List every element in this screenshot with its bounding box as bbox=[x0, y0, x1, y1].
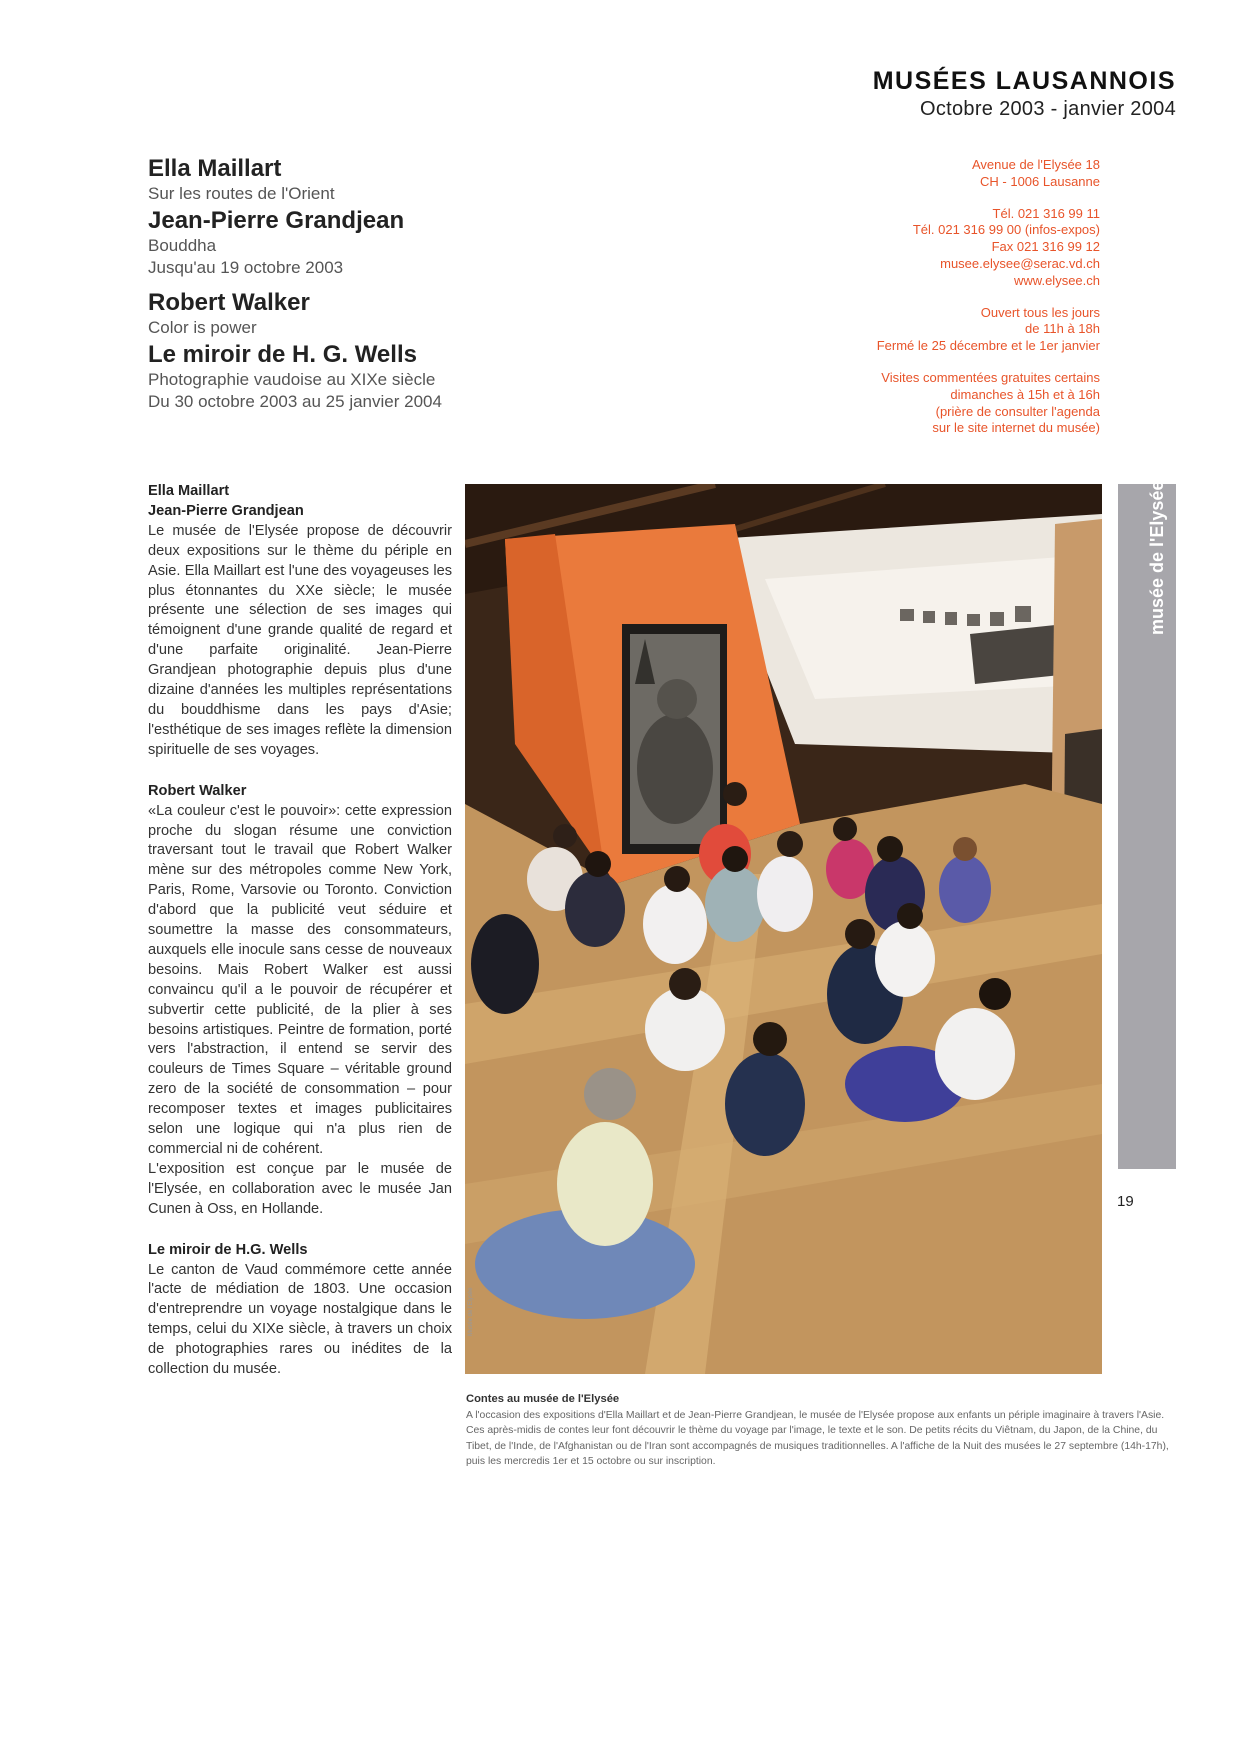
section-heading: Ella Maillart bbox=[148, 483, 230, 499]
page-number: 19 bbox=[1117, 1193, 1134, 1210]
fax-number: Fax 021 316 99 12 bbox=[991, 239, 1100, 255]
exhibition-dates: Jusqu'au 19 octobre 2003 bbox=[148, 258, 344, 277]
exhibition-subtitle: Bouddha bbox=[148, 236, 217, 255]
email-link[interactable]: musee.elysee@serac.vd.ch bbox=[940, 255, 1100, 271]
exhibition-list bbox=[148, 155, 508, 413]
address-block bbox=[720, 157, 1100, 191]
section-body: «La couleur c'est le pouvoir»: cette expression proche du slogan résume une conviction traversant tout le travail que Robert Walker mène sur des métropoles comme New York, Paris, Rome, Varsovie ou Toronto. Conviction d'abord que la publicité veut séduire et soumettre la masse des consommateurs, auxquels elle inocule sans cesse de nouveaux besoins. Mais Robert Walker est aussi convaincu qu'il a le pouvoir de récupérer et subvertir cette publicité, de la plier à ses besoins artistiques. Peintre de formation, porté vers l'abstraction, il entend se servir des couleurs de Times Square – véritable ground zero de la société de consommation – pour recomposer textes et images publicitaires selon une logique qui n'a plus rien de commercial ni de cohérent. bbox=[148, 802, 452, 1157]
guided-visits bbox=[720, 370, 1100, 437]
exhibition-subtitle: Color is power bbox=[148, 318, 257, 337]
caption-body: A l'occasion des expositions d'Ella Maillart et de Jean-Pierre Grandjean, le musée de l'Elysée propose aux enfants un périple imaginaire à travers l'Asie. Ces après-midis de contes leur font découvrir le thème du voyage par l'image, le texte et le son. De petits récits du Viêtnam, du Japon, de la Chine, du Tibet, de l'Inde, de l'Afghanistan ou de l'Iran sont accompagnés de musiques traditionnelles. A l'affiche de la Nuit des musées le 27 septembre (14h-17h), puis les mercredis 1er et 15 octobre ou sur inscription. bbox=[466, 1409, 1169, 1467]
photo-caption bbox=[466, 1392, 1178, 1470]
photo-credit: Musée de l'Elysée bbox=[468, 1287, 474, 1336]
article-section-walker bbox=[148, 782, 452, 1220]
exhibition-subtitle: Photographie vaudoise au XIXe siècle bbox=[148, 370, 436, 389]
exhibition-title: Ella Maillart bbox=[148, 155, 282, 182]
hours-line: Ouvert tous les jours bbox=[980, 304, 1100, 320]
article-column bbox=[148, 482, 452, 1401]
section-heading: Robert Walker bbox=[148, 782, 247, 799]
section-body: Le canton de Vaud commémore cette année l'acte de médiation de 1803. Une occasion d'entreprendre un voyage nostalgique dans le temps, celui du XIXe siècle, à travers un choix de photographies rares ou inédites de la collection du musée. bbox=[148, 1261, 452, 1378]
caption-title: Contes au musée de l'Elysée bbox=[466, 1393, 620, 1405]
section-heading: Jean-Pierre Grandjean bbox=[148, 502, 304, 519]
section-body: Le musée de l'Elysée propose de découvrir deux expositions sur le thème du périple en Asie. Ella Maillart est l'une des voyageuses les plus étonnantes du XXe siècle; le musée présente une sélection de ses images qui témoignent d'une grande qualité de regard et d'une parfaite originalité. Jean-Pierre Grandjean photographie depuis plus d'une dizaine d'années les multiples représentations du bouddhisme dans les pays d'Asie; l'esthétique de ses images reflète la dimension spirituelle de ses voyages. bbox=[148, 522, 452, 758]
visits-line: (prière de consulter l'agenda bbox=[935, 403, 1100, 419]
address-line: CH - 1006 Lausanne bbox=[980, 173, 1100, 189]
article-section-maillart-grandjean bbox=[148, 482, 452, 761]
hours-line: Fermé le 25 décembre et le 1er janvier bbox=[876, 338, 1100, 354]
phone-number: Tél. 021 316 99 00 (infos-expos) bbox=[912, 222, 1100, 238]
exhibition-dates: Du 30 octobre 2003 au 25 janvier 2004 bbox=[148, 392, 442, 411]
visits-line: dimanches à 15h et à 16h bbox=[950, 386, 1100, 402]
website-link[interactable]: www.elysee.ch bbox=[1014, 272, 1100, 288]
opening-hours bbox=[720, 305, 1100, 355]
section-heading: Le miroir de H.G. Wells bbox=[148, 1241, 308, 1258]
side-tab-label: musée de l'Elysée bbox=[1147, 480, 1167, 635]
section-body: L'exposition est conçue par le musée de l'Elysée, en collaboration avec le musée Jan Cunen à Oss, en Hollande. bbox=[148, 1160, 452, 1217]
exhibition-title: Robert Walker bbox=[148, 289, 310, 316]
address-line: Avenue de l'Elysée 18 bbox=[971, 157, 1100, 172]
hours-line: de 11h à 18h bbox=[1025, 321, 1100, 337]
publication-period: Octobre 2003 - janvier 2004 bbox=[919, 98, 1176, 120]
exhibition-photo bbox=[465, 484, 1102, 1374]
phone-number: Tél. 021 316 99 11 bbox=[992, 205, 1100, 221]
article-section-wells bbox=[148, 1241, 452, 1380]
exhibition-title: Jean-Pierre Grandjean bbox=[148, 207, 405, 234]
publication-title: MUSÉES LAUSANNOIS bbox=[872, 67, 1176, 95]
museum-contact-info bbox=[720, 157, 1100, 452]
section-side-tab bbox=[1118, 480, 1176, 1169]
exhibition-subtitle: Sur les routes de l'Orient bbox=[148, 184, 335, 203]
visits-line: sur le site internet du musée) bbox=[932, 420, 1100, 436]
phone-block bbox=[720, 206, 1100, 290]
visits-line: Visites commentées gratuites certains bbox=[881, 369, 1100, 385]
exhibition-title: Le miroir de H. G. Wells bbox=[148, 341, 417, 368]
